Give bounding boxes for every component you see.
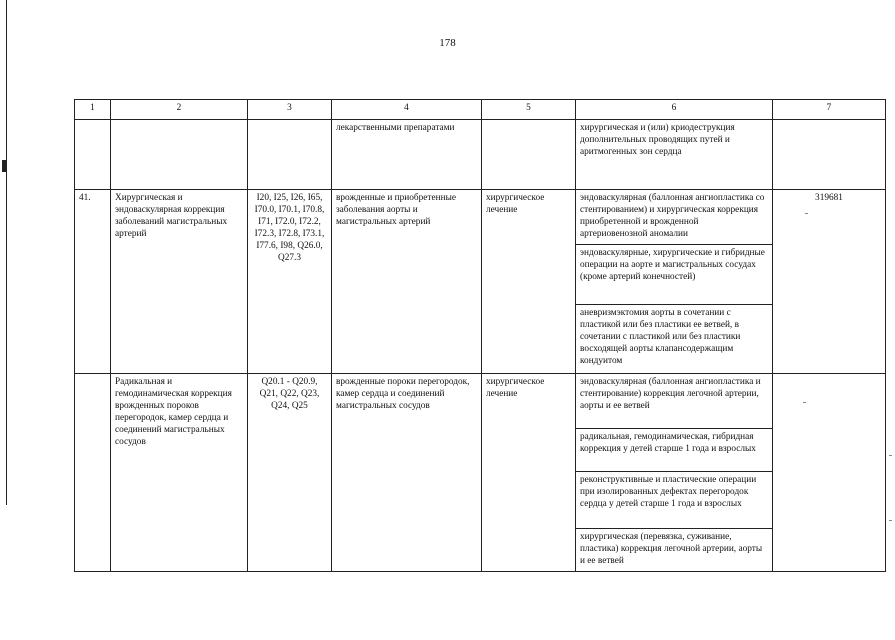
column-number: 4 [332, 100, 482, 120]
method-item: радикальная, гемодинамическая, гибридная коррекция у детей старше 1 года и взрослых [576, 429, 772, 472]
cell-service-name: Хирургическая и эндоваскулярная коррекция заболеваний магистральных артерий [111, 190, 248, 374]
scan-speck [889, 520, 892, 521]
cell-model: лекарственными препаратами [332, 120, 482, 190]
services-table [74, 99, 886, 572]
cell-methods [576, 190, 773, 374]
cell-price: 319681 [773, 190, 886, 374]
column-number: 7 [773, 100, 886, 120]
method-item: эндоваскулярная (баллонная ангиопластика и стентирование) коррекция легочной артерии, аорты и ее ветвей [576, 374, 772, 429]
cell-empty [111, 120, 248, 190]
cell-treatment-type: хирургическое лечение [482, 374, 576, 572]
cell-empty [248, 120, 332, 190]
column-number: 5 [482, 100, 576, 120]
cell-treatment-type: хирургическое лечение [482, 190, 576, 374]
page-number: 178 [439, 37, 456, 49]
method-item: эндоваскулярная (баллонная ангиопластика со стентированием) и хирургическая коррекция приобретенной и врожденной артериовенозной аномалии [576, 190, 772, 245]
cell-methods [576, 374, 773, 572]
table-row [75, 190, 886, 374]
cell-empty [75, 374, 111, 572]
cell-model: врожденные и приобретенные заболевания аорты и магистральных артерий [332, 190, 482, 374]
continuation-row [75, 120, 886, 190]
cell-icd-codes: I20, I25, I26, I65, I70.0, I70.1, I70.8, I71, I72.0, I72.2, I72.3, I72.8, I73.1, I77.6, I98, Q26.0, Q27.3 [248, 190, 332, 374]
cell-icd-codes: Q20.1 - Q20.9, Q21, Q22, Q23, Q24, Q25 [248, 374, 332, 572]
cell-empty [773, 374, 886, 572]
cell-method: хирургическая и (или) криодеструкция дополнительных проводящих путей и аритмогенных зон сердца [576, 120, 773, 190]
column-number: 3 [248, 100, 332, 120]
cell-empty [773, 120, 886, 190]
column-number: 6 [576, 100, 773, 120]
method-item: аневризмэктомия аорты в сочетании с пластикой или без пластики ее ветвей, в сочетании с пластикой или без пластики восходящей аорты клапансодержащим кондуитом [580, 308, 741, 366]
column-number: 1 [75, 100, 111, 120]
page-left-rule [6, 0, 7, 505]
page-left-mark [2, 160, 6, 172]
column-number-row [75, 100, 886, 120]
method-item: хирургическая (перевязка, суживание, пластика) коррекция легочной артерии, аорты и ее ветвей [580, 532, 763, 566]
method-item: эндоваскулярные, хирургические и гибридные операции на аорте и магистральных сосудах (кроме артерий конечностей) [576, 245, 772, 305]
row-number: 41. [75, 190, 111, 374]
cell-empty [482, 120, 576, 190]
cell-empty [75, 120, 111, 190]
scan-speck [889, 455, 892, 456]
column-number: 2 [111, 100, 248, 120]
cell-model: врожденные пороки перегородок, камер сердца и соединений магистральных сосудов [332, 374, 482, 572]
cell-service-name: Радикальная и гемодинамическая коррекция врожденных пороков перегородок, камер сердца и соединений магистральных сосудов [111, 374, 248, 572]
table-row [75, 374, 886, 572]
method-item: реконструктивные и пластические операции при изолированных дефектах перегородок сердца у детей старше 1 года и взрослых [576, 472, 772, 529]
